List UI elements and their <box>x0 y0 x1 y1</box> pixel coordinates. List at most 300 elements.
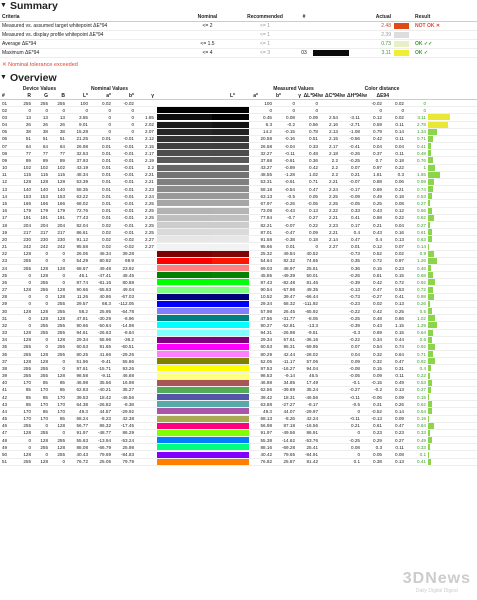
table-cell: 0 <box>357 452 360 457</box>
table-cell: 87.18 <box>283 423 295 429</box>
table-cell: 41 <box>2 387 8 393</box>
delta-e-bar <box>428 165 450 171</box>
table-cell: 255 <box>23 344 31 350</box>
table-cell: 170 <box>23 416 31 422</box>
table-cell: 0 <box>62 107 65 113</box>
table-cell: 0.71 <box>309 179 318 185</box>
table-cell: 0.1 <box>419 452 426 457</box>
summary-swatch <box>313 32 349 38</box>
table-cell: 2.2 <box>331 157 338 163</box>
table-cell: 128 <box>23 358 31 364</box>
table-row <box>0 351 477 358</box>
nominal-color-swatch <box>157 294 212 300</box>
table-cell: 85 <box>42 408 48 414</box>
table-row <box>0 157 477 164</box>
delta-e-bar <box>428 179 450 185</box>
table-cell: 1.02 <box>417 315 426 321</box>
delta-e-bar <box>428 437 450 443</box>
table-cell: -0.01 <box>123 157 134 163</box>
measured-color-swatch <box>212 423 249 429</box>
table-cell: 255 <box>40 279 48 285</box>
table-cell: 44.07 <box>283 408 295 414</box>
nominal-color-swatch <box>157 272 212 278</box>
summary-actual: 0.73 <box>381 41 391 47</box>
delta-e-bar <box>428 136 450 142</box>
table-cell: -0.02 <box>123 100 134 106</box>
measured-color-swatch <box>212 315 249 321</box>
table-cell: 77 <box>25 150 31 156</box>
table-cell: -0.02 <box>123 236 134 242</box>
table-cell: 128 <box>23 251 31 257</box>
nominal-color-swatch <box>157 287 212 293</box>
header-criteria: Criteria <box>2 14 20 20</box>
table-cell: 1.02 <box>309 172 318 178</box>
table-cell: 0 <box>423 107 426 113</box>
table-cell: -2.71 <box>349 122 360 128</box>
nominal-color-swatch <box>157 344 212 350</box>
table-cell: 52.05 <box>260 358 272 364</box>
measured-color-swatch <box>212 351 249 357</box>
table-cell: 14 <box>2 193 8 199</box>
table-cell: -0.39 <box>349 279 360 285</box>
table-cell: 0.41 <box>417 143 426 149</box>
table-cell: 16 <box>2 208 8 214</box>
summary-recommended: <= 3 <box>259 50 270 56</box>
measured-color-swatch <box>212 294 249 300</box>
table-cell: 128 <box>23 308 31 314</box>
table-cell: -17.45 <box>120 423 134 429</box>
table-row <box>0 114 477 121</box>
table-cell: 0.04 <box>395 222 404 228</box>
table-cell: 0 <box>131 114 134 120</box>
delta-e-bar <box>428 172 450 178</box>
table-cell: 29.57 <box>76 301 88 307</box>
delta-e-bar <box>428 408 450 414</box>
table-cell: 179 <box>40 208 48 214</box>
table-cell: 74.65 <box>306 258 318 264</box>
table-cell: -0.17 <box>349 186 360 192</box>
table-cell: 179 <box>23 208 31 214</box>
table-cell: 30 <box>2 308 8 314</box>
table-cell: 24 <box>2 265 8 271</box>
measured-color-swatch <box>212 129 249 135</box>
table-cell: 3.11 <box>417 114 426 120</box>
table-cell: 0 <box>45 452 48 457</box>
table-cell: 72.76 <box>76 208 88 214</box>
table-cell: 97.53 <box>260 365 272 371</box>
summary-result-bar <box>394 32 409 38</box>
measured-color-swatch <box>212 387 249 393</box>
table-cell: 0.02 <box>102 244 111 250</box>
table-cell: 64 <box>42 143 48 149</box>
table-cell: 0 <box>423 100 426 106</box>
table-cell: 0.12 <box>373 244 382 250</box>
table-cell: 23 <box>2 258 8 264</box>
table-cell: 0.15 <box>417 394 426 400</box>
table-cell: 38 <box>2 365 8 371</box>
table-cell: 0.68 <box>417 272 426 278</box>
table-cell: 49.48 <box>99 265 111 271</box>
measured-color-swatch <box>212 208 249 214</box>
table-cell: 2.78 <box>417 122 426 128</box>
table-cell: 0.33 <box>309 143 318 149</box>
table-row <box>0 243 477 250</box>
summary-result-bar <box>394 50 409 56</box>
table-cell: 44 <box>2 408 8 414</box>
table-cell: 0 <box>108 122 111 128</box>
table-cell: 0.01 <box>286 244 295 250</box>
table-cell: 115 <box>40 172 48 178</box>
summary-criteria: Measured vs. display profile whitepoint ΔE*94 <box>2 32 104 38</box>
table-cell: 54.64 <box>260 258 272 264</box>
overview-header-cell: a* <box>253 92 258 99</box>
table-cell: 89 <box>42 157 48 163</box>
delta-e-bar <box>428 272 450 278</box>
measured-color-swatch <box>212 322 249 328</box>
table-cell: 2.13 <box>329 129 338 135</box>
measured-color-swatch <box>212 114 249 120</box>
table-cell: -0.89 <box>284 165 295 171</box>
table-cell: 46.88 <box>260 380 272 386</box>
table-cell: 0 <box>28 294 31 300</box>
table-cell: -0.61 <box>284 179 295 185</box>
table-cell: 0.36 <box>309 157 318 163</box>
table-cell: 255 <box>57 330 65 336</box>
summary-header-row <box>0 13 477 22</box>
table-cell: 255 <box>40 444 48 450</box>
table-cell: 85 <box>25 394 31 400</box>
delta-e-bar <box>428 208 450 214</box>
table-cell: 0.84 <box>417 423 426 429</box>
table-cell: 0.04 <box>395 143 404 149</box>
table-cell: 42.24 <box>306 416 318 422</box>
table-cell: 0.31 <box>395 365 404 371</box>
nominal-color-swatch <box>157 337 212 343</box>
table-cell: 0.71 <box>417 136 426 142</box>
table-cell: -3.11 <box>349 114 360 120</box>
table-cell: 17 <box>2 215 8 221</box>
table-row <box>0 236 477 243</box>
table-cell: 35.27 <box>122 387 134 393</box>
delta-e-bar <box>428 114 450 120</box>
delta-e-bar <box>428 186 450 192</box>
delta-e-bar <box>428 344 450 350</box>
table-cell: 0.44 <box>395 337 404 343</box>
delta-e-bar <box>428 315 450 321</box>
table-cell: 98.53 <box>260 373 272 379</box>
table-cell: 56.77 <box>76 423 88 429</box>
table-cell: 0 <box>315 244 318 250</box>
group-distance: Color distance <box>364 85 400 92</box>
table-cell: 0.48 <box>417 150 426 156</box>
table-cell: 0.97 <box>395 258 404 264</box>
table-cell: 90.66 <box>76 287 88 293</box>
header-recommended: Recommended <box>247 14 283 20</box>
table-cell: 255 <box>23 459 31 465</box>
measured-color-swatch <box>212 193 249 199</box>
table-cell: 93.26 <box>122 365 134 371</box>
overview-heading[interactable] <box>0 72 477 83</box>
table-cell: 0.45 <box>263 114 272 120</box>
table-cell: 0.25 <box>373 200 382 206</box>
measured-color-swatch <box>212 165 249 171</box>
summary-heading[interactable] <box>0 0 477 11</box>
table-cell: 51.96 <box>76 358 88 364</box>
table-cell: 94.61 <box>76 330 88 336</box>
summary-nominal: <= 4 <box>202 50 213 56</box>
table-cell: -28.02 <box>304 351 318 357</box>
table-cell: 13 <box>25 114 31 120</box>
table-row <box>0 251 477 258</box>
measured-color-swatch <box>212 179 249 185</box>
table-cell: 153 <box>40 193 48 199</box>
nominal-color-swatch <box>157 136 212 142</box>
measured-color-swatch <box>212 157 249 163</box>
table-cell: 128 <box>40 315 48 321</box>
table-cell: 128 <box>40 358 48 364</box>
table-cell: 0.17 <box>351 222 360 228</box>
table-cell: 9.01 <box>79 122 88 128</box>
table-cell: 18.42 <box>99 394 111 400</box>
table-cell: 170 <box>40 416 48 422</box>
table-cell: 0.15 <box>395 330 404 336</box>
table-cell: 255 <box>40 365 48 371</box>
table-cell: 0.01 <box>102 186 111 192</box>
delta-e-bar <box>428 107 450 113</box>
table-cell: -14.98 <box>120 322 134 328</box>
table-cell: 0.53 <box>395 287 404 293</box>
table-cell: 25 <box>2 272 8 278</box>
table-cell: 0.05 <box>373 452 382 457</box>
table-cell: 217 <box>40 229 48 235</box>
table-cell: 0.01 <box>102 143 111 149</box>
table-cell: 25.32 <box>260 251 272 257</box>
table-cell: -60.51 <box>120 344 134 350</box>
header-num: # <box>302 14 306 20</box>
table-cell: 29.34 <box>260 301 272 307</box>
table-cell: 0.68 <box>373 215 382 221</box>
table-cell: 0.14 <box>395 408 404 414</box>
table-cell: 0 <box>131 107 134 113</box>
table-cell: 85 <box>59 416 65 422</box>
table-cell: 230 <box>23 236 31 242</box>
table-cell: -0.01 <box>123 186 134 192</box>
table-cell: 46.1 <box>79 272 88 278</box>
table-cell: 0.54 <box>373 344 382 350</box>
table-cell: 42.44 <box>283 351 295 357</box>
table-cell: 57.06 <box>306 358 318 364</box>
table-cell: 0.02 <box>395 251 404 257</box>
table-cell: 0.19 <box>417 416 426 422</box>
table-cell: 0.71 <box>417 351 426 357</box>
table-cell: 255 <box>57 100 65 106</box>
table-cell: 0.97 <box>373 165 382 171</box>
table-cell: 0.53 <box>417 193 426 199</box>
table-cell: 0.32 <box>373 351 382 357</box>
table-cell: 0.15 <box>373 365 382 371</box>
table-cell: 18 <box>2 222 8 228</box>
table-cell: 255 <box>23 423 31 429</box>
table-cell: 0.26 <box>395 401 404 407</box>
table-cell: 0 <box>45 107 48 113</box>
summary-actual: 3.11 <box>381 50 391 56</box>
collapse-triangle-icon[interactable]: ▼ <box>0 2 7 9</box>
table-cell: 0.27 <box>417 222 426 228</box>
table-cell: 87.74 <box>76 279 88 285</box>
table-cell: -46.56 <box>120 394 134 400</box>
delta-e-bar <box>428 330 450 336</box>
table-cell: 170 <box>57 408 65 414</box>
table-cell: -111.92 <box>303 301 318 307</box>
table-cell: -0.13 <box>349 287 360 293</box>
table-cell: 0.69 <box>373 330 382 336</box>
table-cell: 2.21 <box>145 172 154 178</box>
table-cell: -0.43 <box>284 208 295 214</box>
table-row <box>0 208 477 215</box>
table-cell: 128 <box>23 337 31 343</box>
summary-num: 03 <box>301 50 307 56</box>
table-cell: 0.08 <box>351 444 360 450</box>
table-cell: 2.24 <box>145 193 154 199</box>
nominal-color-swatch <box>157 229 212 235</box>
measured-color-swatch <box>212 459 249 465</box>
measured-color-swatch <box>212 229 249 235</box>
table-cell: 0.88 <box>373 179 382 185</box>
table-cell: 242 <box>40 244 48 250</box>
table-cell: 15.28 <box>76 129 88 135</box>
table-cell: 0.42 <box>373 308 382 314</box>
table-cell: 0.59 <box>373 122 382 128</box>
table-cell: 26 <box>2 279 8 285</box>
table-row <box>0 365 477 372</box>
table-cell: 0.42 <box>373 279 382 285</box>
table-cell: 85 <box>59 387 65 393</box>
table-cell: 0.3 <box>397 172 404 178</box>
table-row <box>0 258 477 265</box>
overview-rows <box>0 100 477 466</box>
table-cell: 62.56 <box>260 387 272 393</box>
table-cell: 23.92 <box>122 265 134 271</box>
delta-e-bar <box>428 122 450 128</box>
table-cell: -0.3 <box>352 330 360 336</box>
nominal-color-swatch <box>157 114 212 120</box>
table-cell: -47.41 <box>97 272 111 278</box>
table-cell: -8.38 <box>123 401 134 407</box>
table-cell: 0.02 <box>102 229 111 235</box>
overview-header-row <box>0 92 477 100</box>
nominal-color-swatch <box>157 186 212 192</box>
table-cell: 45.85 <box>260 272 272 278</box>
table-cell: 0 <box>131 122 134 128</box>
table-cell: 91.12 <box>76 236 88 242</box>
summary-recommended: <= 1 <box>259 41 270 47</box>
overview-header-cell: ΔE94 <box>376 92 389 99</box>
table-cell: 140 <box>23 186 31 192</box>
table-cell: 20.58 <box>260 136 272 142</box>
table-cell: 0 <box>108 114 111 120</box>
table-cell: 81.46 <box>306 279 318 285</box>
table-cell: -29.92 <box>120 408 134 414</box>
nominal-color-swatch <box>157 236 212 242</box>
nominal-color-swatch <box>157 222 212 228</box>
table-cell: 88.08 <box>76 444 88 450</box>
table-cell: 102 <box>23 165 31 171</box>
table-cell: -0.04 <box>284 143 295 149</box>
watermark-logo <box>403 570 471 594</box>
measured-color-swatch <box>212 200 249 206</box>
table-cell: 255 <box>57 437 65 443</box>
table-cell: 166 <box>23 200 31 206</box>
summary-criteria: Maximum ΔE*94 <box>2 50 40 56</box>
table-cell: 57.61 <box>283 337 295 343</box>
table-cell: 1.26 <box>417 258 426 264</box>
table-cell: 0 <box>28 279 31 285</box>
table-cell: 1.85 <box>145 114 154 120</box>
table-cell: 0.15 <box>395 272 404 278</box>
table-cell: 0.5 <box>419 308 426 314</box>
table-cell: -0.56 <box>349 136 360 142</box>
summary-rows <box>0 22 477 58</box>
delta-e-bar <box>428 251 450 257</box>
table-cell: 0.61 <box>417 229 426 235</box>
table-cell: 0.49 <box>373 193 382 199</box>
table-cell: -67.03 <box>120 294 134 300</box>
nominal-color-swatch <box>157 330 212 336</box>
table-cell: 40.43 <box>76 452 88 457</box>
table-cell: 0.76 <box>417 157 426 163</box>
table-cell: 0.38 <box>373 459 382 465</box>
table-cell: -0.01 <box>123 208 134 214</box>
table-cell: -0.01 <box>123 215 134 221</box>
table-cell: 51 <box>59 136 65 142</box>
summary-row <box>0 49 477 58</box>
delta-e-bar <box>428 129 450 135</box>
summary-result-bar <box>394 41 409 47</box>
table-cell: 89 <box>25 157 31 163</box>
delta-e-bar <box>428 416 450 422</box>
table-cell: -0.1 <box>352 380 360 386</box>
table-row <box>0 286 477 293</box>
table-cell: 2.24 <box>329 186 338 192</box>
nominal-color-swatch <box>157 322 212 328</box>
table-cell: 0.49 <box>417 437 426 443</box>
table-cell: 01 <box>2 100 8 106</box>
table-cell: -0.02 <box>123 244 134 250</box>
table-cell: -0.01 <box>123 150 134 156</box>
table-cell: -9.11 <box>100 373 111 379</box>
table-cell: -0.25 <box>349 157 360 163</box>
table-cell: 2.23 <box>329 222 338 228</box>
table-cell: 68.13 <box>260 416 272 422</box>
table-cell: 128 <box>40 351 48 357</box>
table-row <box>0 373 477 380</box>
nominal-color-swatch <box>157 143 212 149</box>
table-cell: -112.05 <box>118 301 134 307</box>
table-cell: 90.54 <box>260 287 272 293</box>
table-cell: 94.31 <box>260 330 272 336</box>
table-cell: 0 <box>62 358 65 364</box>
table-cell: 68.67 <box>76 265 88 271</box>
table-cell: 0.89 <box>417 179 426 185</box>
table-cell: -82.48 <box>281 279 295 285</box>
collapse-triangle-icon[interactable]: ▼ <box>0 74 7 81</box>
table-cell: 2.25 <box>329 193 338 199</box>
table-cell: 170 <box>23 408 31 414</box>
measured-color-swatch <box>212 365 249 371</box>
measured-color-swatch <box>212 337 249 343</box>
table-cell: -64.78 <box>120 308 134 314</box>
table-cell: 0.14 <box>395 129 404 135</box>
